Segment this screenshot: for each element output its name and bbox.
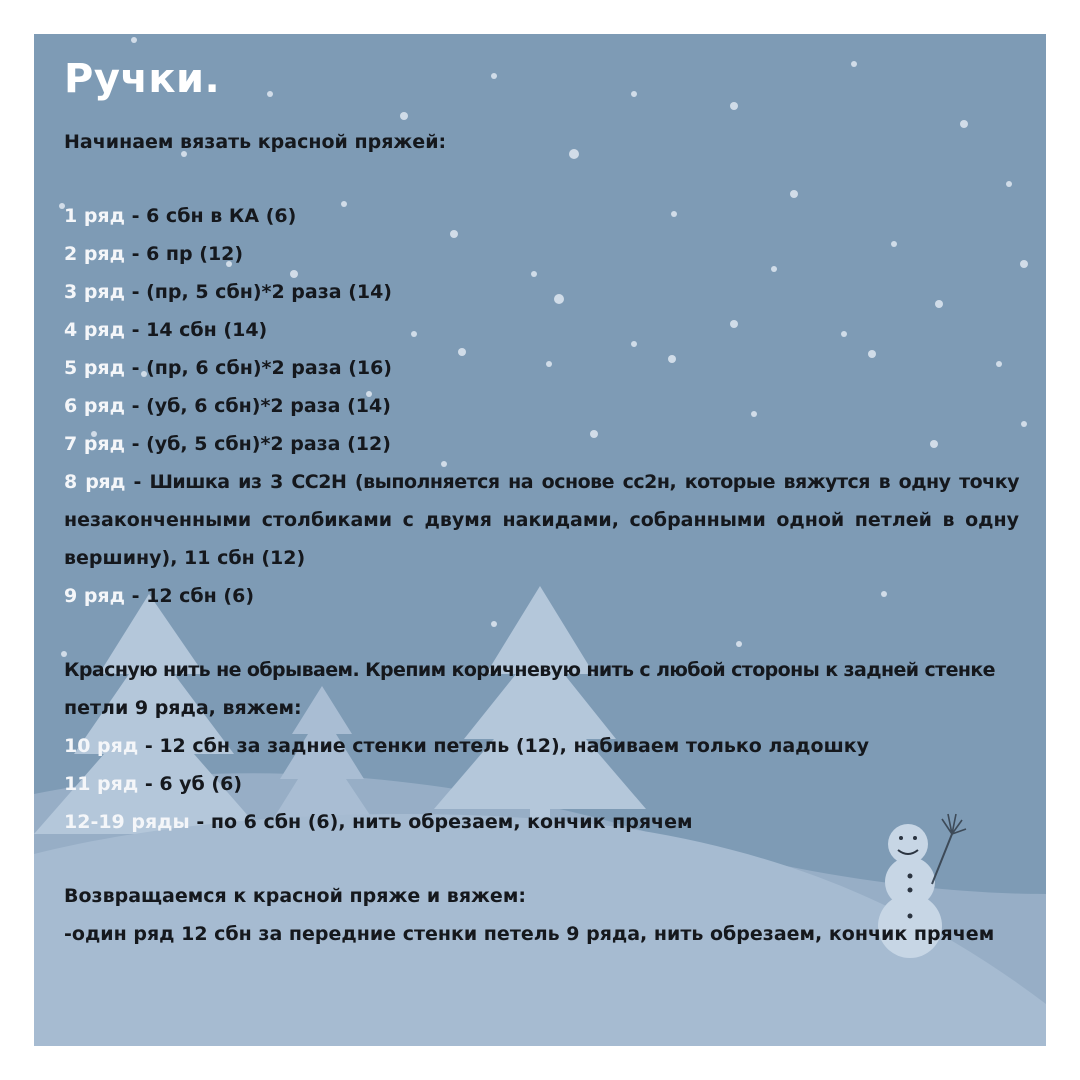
row-text: - (пр, 6 сбн)*2 раза (16) xyxy=(124,357,392,379)
row-8-continued-end: вершину), 11 сбн (12) xyxy=(64,547,306,569)
row-label: 12-19 ряды xyxy=(64,811,190,833)
row-label: 8 ряд xyxy=(64,471,125,493)
page-title: Ручки. xyxy=(64,56,221,102)
row-label: 3 ряд xyxy=(64,281,125,303)
row-10 xyxy=(64,734,1019,758)
row-text: - 6 пр (12) xyxy=(124,243,244,265)
final-intro: Возвращаемся к красной пряже и вяжем: xyxy=(64,885,526,907)
row-text: - Шишка из 3 СС2Н (выполняется на основе сс2н, которые вяжутся в одну точку xyxy=(124,471,1020,493)
row-2 xyxy=(64,242,1019,266)
row-1 xyxy=(64,204,1019,228)
row-5 xyxy=(64,356,1019,380)
row-3 xyxy=(64,280,1019,304)
row-text: - по 6 сбн (6), нить обрезаем, кончик прячем xyxy=(189,811,693,833)
row-text: - 6 сбн в КА (6) xyxy=(124,205,297,227)
row-9 xyxy=(64,584,1019,608)
recipe-content xyxy=(34,34,1046,1046)
row-text: - 14 сбн (14) xyxy=(124,319,268,341)
row-6 xyxy=(64,394,1019,418)
brown-thread-intro-end: петли 9 ряда, вяжем: xyxy=(64,697,302,719)
row-text: - 12 сбн за задние стенки петель (12), набиваем только ладошку xyxy=(138,735,870,757)
row-text: - 6 уб (6) xyxy=(138,773,243,795)
row-label: 5 ряд xyxy=(64,357,125,379)
row-label: 6 ряд xyxy=(64,395,125,417)
final-line: -один ряд 12 сбн за передние стенки петель 9 ряда, нить обрезаем, кончик прячем xyxy=(64,923,995,945)
row-text: - (пр, 5 сбн)*2 раза (14) xyxy=(124,281,392,303)
row-label: 10 ряд xyxy=(64,735,139,757)
row-text: - (уб, 5 сбн)*2 раза (12) xyxy=(124,433,391,455)
rows-12-19 xyxy=(64,810,1019,834)
row-text: - 12 сбн (6) xyxy=(124,585,255,607)
row-label: 9 ряд xyxy=(64,585,125,607)
intro-text: Начинаем вязать красной пряжей: xyxy=(64,131,447,153)
row-label: 2 ряд xyxy=(64,243,125,265)
row-label: 11 ряд xyxy=(64,773,139,795)
recipe-card xyxy=(34,34,1046,1046)
row-11 xyxy=(64,772,1019,796)
row-text: - (уб, 6 сбн)*2 раза (14) xyxy=(124,395,391,417)
brown-thread-intro: Красную нить не обрываем. Крепим коричневую нить с любой стороны к задней стенке xyxy=(64,659,995,681)
row-label: 4 ряд xyxy=(64,319,125,341)
row-4 xyxy=(64,318,1019,342)
row-label: 7 ряд xyxy=(64,433,125,455)
row-8 xyxy=(64,470,1019,494)
row-label: 1 ряд xyxy=(64,205,125,227)
row-7 xyxy=(64,432,1019,456)
row-8-continued: незаконченными столбиками с двумя накидами, собранными одной петлей в одну xyxy=(64,509,1019,531)
